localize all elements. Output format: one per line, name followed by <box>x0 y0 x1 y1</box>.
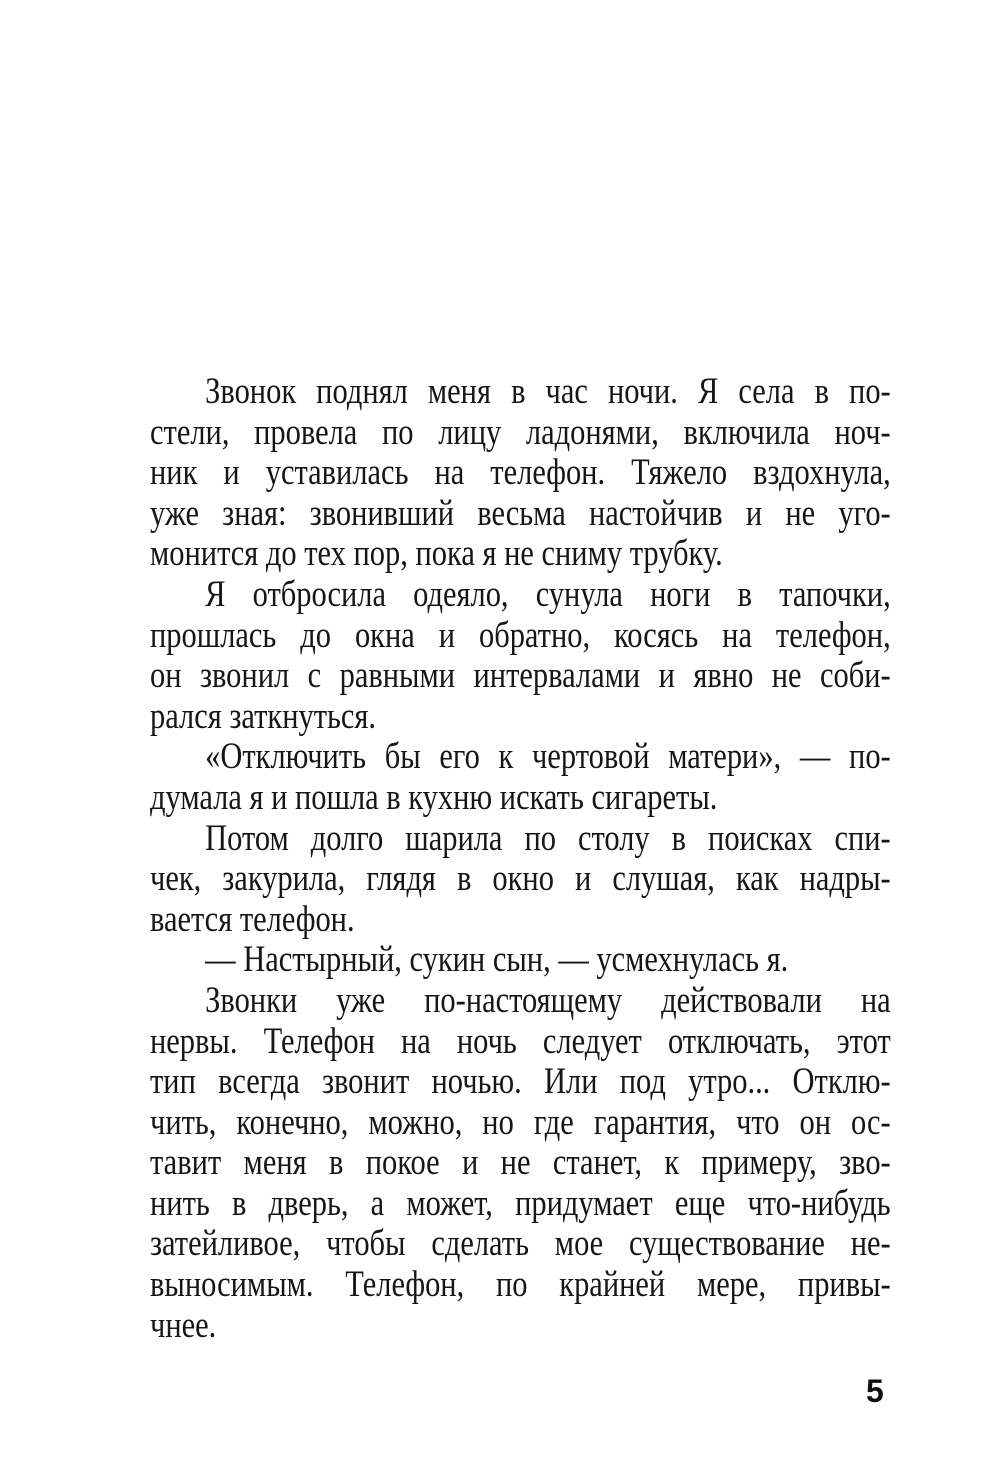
text-line: чить, конечно, можно, но где гарантия, что он ос- <box>150 1101 891 1143</box>
text-line: думала я и пошла в кухню искать сигареты. <box>150 776 718 818</box>
text-line: выносимым. Телефон, по крайней мере, привы- <box>150 1264 891 1306</box>
text-line: Звонки уже по-настоящему действовали на <box>205 979 891 1021</box>
text-line: рался заткнуться. <box>150 695 377 737</box>
text-line: монится до тех пор, пока я не сниму трубку. <box>150 533 723 575</box>
text-line: тип всегда звонит ночью. Или под утро... Отклю- <box>150 1061 891 1103</box>
page-number: 5 <box>866 1373 884 1409</box>
text-line: Звонок поднял меня в час ночи. Я села в по- <box>205 371 891 412</box>
text-line: вается телефон. <box>150 898 355 940</box>
text-line: затейливое, чтобы сделать мое существование не- <box>150 1223 891 1265</box>
text-line: — Настырный, сукин сын, — усмехнулась я. <box>205 939 789 981</box>
text-line: Я отбросила одеяло, сунула ноги в тапочки, <box>205 573 891 615</box>
text-line: стели, провела по лицу ладонями, включила ноч- <box>150 411 891 453</box>
text-line: тавит меня в покое и не станет, к примеру, зво- <box>150 1142 891 1184</box>
text-line: уже зная: звонивший весьма настойчив и не уго- <box>150 492 891 534</box>
text-line: прошлась до окна и обратно, косясь на телефон, <box>150 614 891 656</box>
text-line: нить в дверь, а может, придумает еще что-нибудь <box>150 1182 891 1224</box>
text-line: Потом долго шарила по столу в поисках спи- <box>205 817 891 859</box>
text-line: нервы. Телефон на ночь следует отключать, этот <box>150 1020 891 1062</box>
text-line: ник и уставилась на телефон. Тяжело вздохнула, <box>150 452 891 494</box>
text-line: чнее. <box>150 1304 217 1346</box>
body-text <box>150 372 891 1346</box>
text-line: он звонил с равными интервалами и явно не соби- <box>150 655 891 697</box>
text-line: чек, закурила, глядя в окно и слушая, как надры- <box>150 858 891 900</box>
text-line: «Отключить бы его к чертовой матери», — по- <box>205 736 891 778</box>
